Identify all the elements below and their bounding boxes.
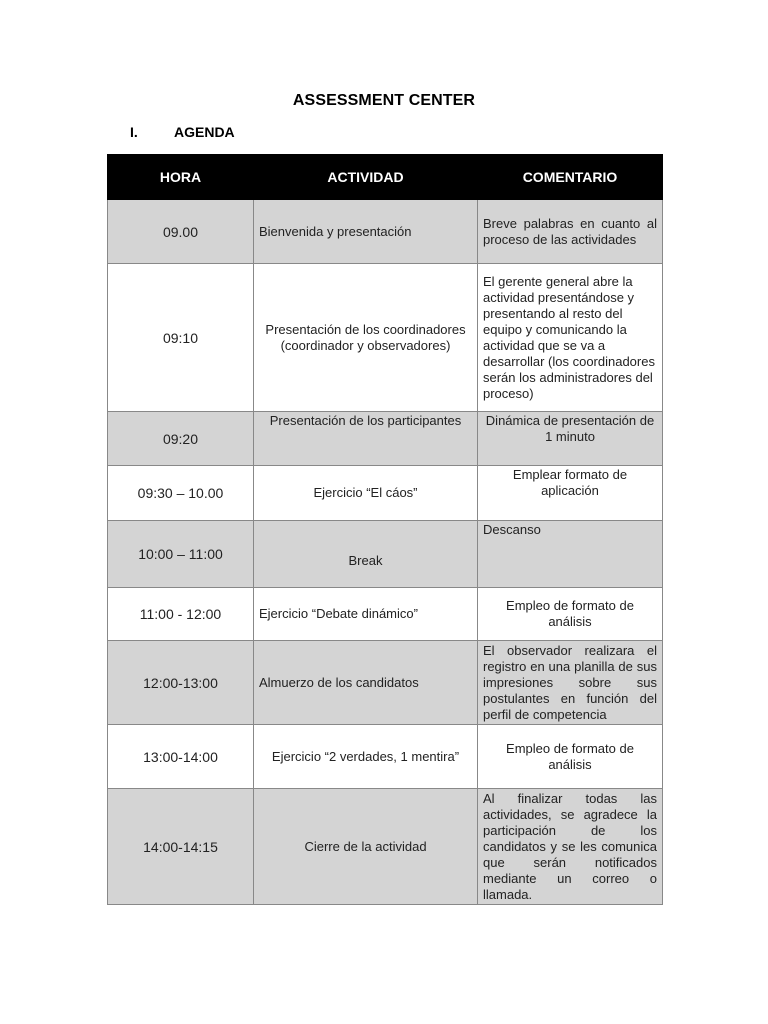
table-row <box>108 200 663 264</box>
hora-cell: 09:10 <box>108 264 254 412</box>
section-number: I. <box>130 124 138 140</box>
table-row <box>108 641 663 725</box>
table-row <box>108 725 663 789</box>
comentario-cell: Breve palabras en cuanto al proceso de las actividades <box>478 200 663 264</box>
hora-cell: 09.00 <box>108 200 254 264</box>
hora-cell: 11:00 - 12:00 <box>108 588 254 641</box>
actividad-cell: Ejercicio “Debate dinámico” <box>254 588 478 641</box>
table-row <box>108 588 663 641</box>
hora-cell: 14:00-14:15 <box>108 789 254 905</box>
document-title: ASSESSMENT CENTER <box>292 92 476 109</box>
header-comentario: COMENTARIO <box>478 155 663 200</box>
comentario-cell: Dinámica de presentación de 1 minuto <box>478 412 663 466</box>
comentario-cell: Al finalizar todas las actividades, se agradece la participación de los candidatos y se les comunica que serán notificados mediante un correo o llamada. <box>478 789 663 905</box>
section-title: AGENDA <box>174 124 235 140</box>
actividad-cell: Presentación de los participantes <box>254 412 478 466</box>
table-row <box>108 521 663 588</box>
actividad-cell: Almuerzo de los candidatos <box>254 641 478 725</box>
hora-cell: 12:00-13:00 <box>108 641 254 725</box>
actividad-cell: Break <box>254 521 478 588</box>
comentario-cell: Empleo de formato de análisis <box>478 588 663 641</box>
table-row <box>108 264 663 412</box>
hora-cell: 13:00-14:00 <box>108 725 254 789</box>
table-row <box>108 789 663 905</box>
table-row <box>108 466 663 521</box>
comentario-cell: El gerente general abre la actividad presentándose y presentando al resto del equipo y comunicando la actividad que se va a desarrollar (los coordinadores serán los administradores del proceso) <box>478 264 663 412</box>
agenda-table <box>107 154 663 905</box>
actividad-cell: Ejercicio “El cáos” <box>254 466 478 521</box>
actividad-cell: Ejercicio “2 verdades, 1 mentira” <box>254 725 478 789</box>
actividad-cell: Bienvenida y presentación <box>254 200 478 264</box>
hora-cell: 09:30 – 10.00 <box>108 466 254 521</box>
section-heading <box>130 124 235 140</box>
comentario-cell: Emplear formato de aplicación <box>478 466 663 521</box>
table-header-row <box>108 155 663 200</box>
comentario-cell: Empleo de formato de análisis <box>478 725 663 789</box>
hora-cell: 10:00 – 11:00 <box>108 521 254 588</box>
comentario-cell: Descanso <box>478 521 663 588</box>
hora-cell: 09:20 <box>108 412 254 466</box>
comentario-cell: El observador realizara el registro en una planilla de sus impresiones sobre sus postulantes en función del perfil de competencia <box>478 641 663 725</box>
table-row <box>108 412 663 466</box>
actividad-cell: Cierre de la actividad <box>254 789 478 905</box>
header-hora: HORA <box>108 155 254 200</box>
actividad-cell: Presentación de los coordinadores (coordinador y observadores) <box>254 264 478 412</box>
header-actividad: ACTIVIDAD <box>254 155 478 200</box>
